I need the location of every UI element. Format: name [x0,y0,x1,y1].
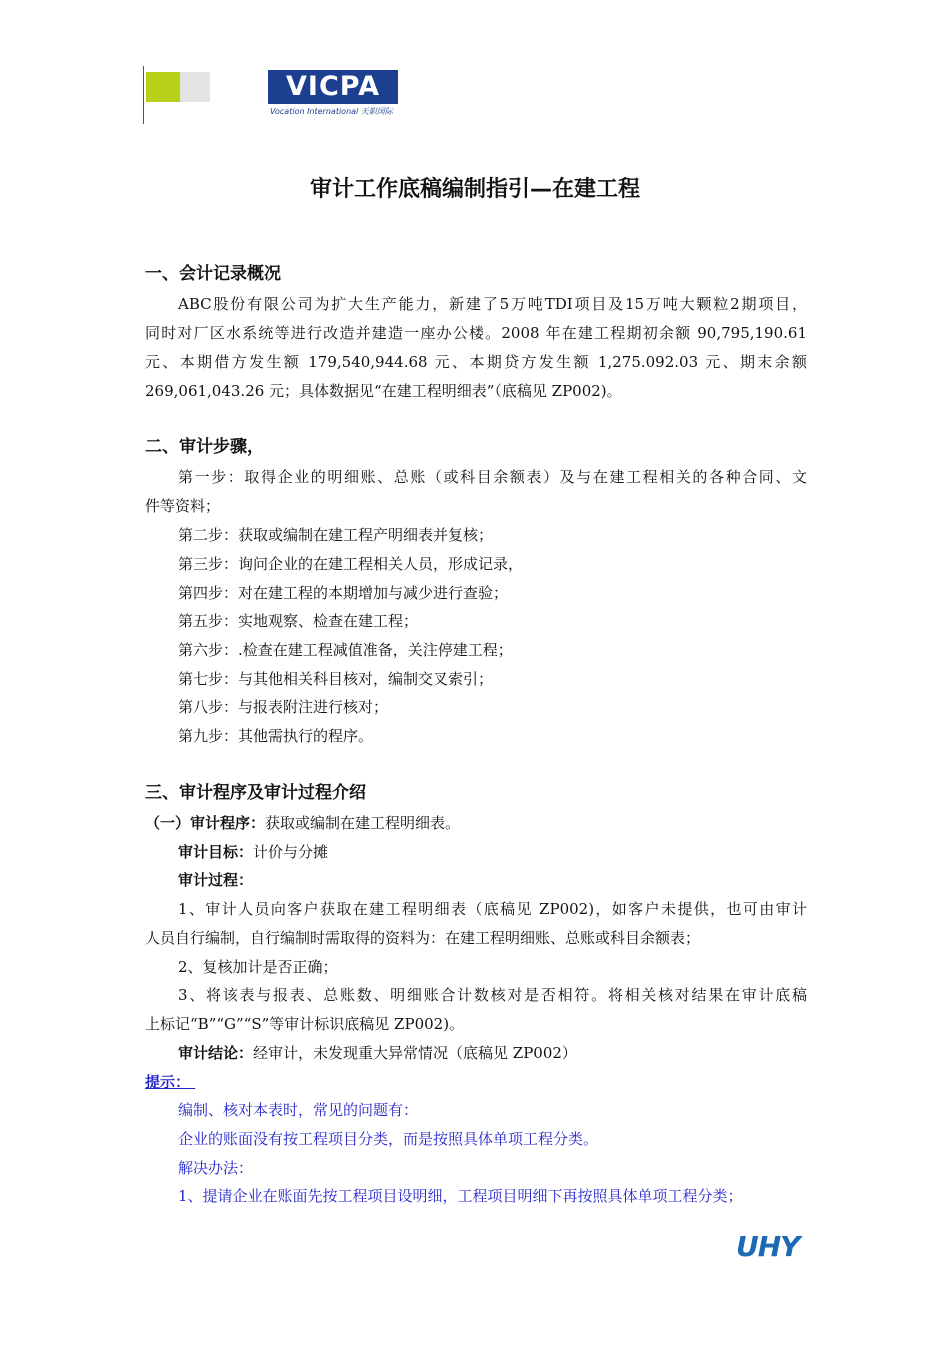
header-gray-block [180,72,210,102]
step-item: 第九步：其他需执行的程序。 [178,727,374,745]
tips-label: 提示： [145,1073,191,1091]
process-item-1-line: 人员自行编制，自行编制时需取得的资料为：在建工程明细账、总账或科目余额表； [145,929,701,947]
section-1-heading: 一、会计记录概况 [145,264,281,284]
audit-conclusion-text: 经审计，未发现重大异常情况（底稿见 ZP002） [253,1044,577,1062]
audit-conclusion-label: 审计结论： [178,1044,254,1062]
step-item: 第五步：实地观察、检查在建工程； [178,612,419,630]
audit-procedure-label: （一）审计程序： [145,814,266,832]
process-item-2: 2、复核加计是否正确； [178,958,338,976]
tips-line: 编制、核对本表时，常见的问题有： [178,1101,419,1119]
section-1-paragraph-line: 269,061,043.26 元；具体数据见“在建工程明细表”（底稿见 ZP002)。 [145,382,622,400]
document-title: 审计工作底稿编制指引—在建工程 [309,177,640,202]
section-1-paragraph-line: ABC股份有限公司为扩大生产能力，新建了5万吨TDI项目及15万吨大颗粒2期项目， [178,295,807,313]
step-item: 第六步：.检查在建工程减值准备，关注停建工程； [178,641,513,659]
vicpa-logo-subtitle: Vocation International 天职国际 [270,107,393,116]
audit-target-line [145,842,807,862]
step-1-line: 件等资料； [145,497,221,515]
header-green-block [146,72,180,102]
process-item-3-line: 上标记“B”“G”“S”等审计标识底稿见 ZP002)。 [145,1015,465,1033]
section-2-heading: 二、审计步骤， [145,437,264,457]
audit-conclusion-line [145,1043,807,1063]
tips-line: 1、提请企业在账面先按工程项目设明细，工程项目明细下再按照具体单项工程分类； [178,1187,743,1205]
header-divider-line [143,66,144,124]
process-item-3-line: 3、将该表与报表、总账数、明细账合计数核对是否相符。将相关核对结果在审计底稿 [178,986,807,1004]
vicpa-logo: VICPA [268,70,398,104]
section-1-paragraph-line: 同时对厂区水系统等进行改造并建造一座办公楼。2008 年在建工程期初余额 90,795,190.61 [145,324,807,342]
step-item: 第七步：与其他相关科目核对，编制交叉索引； [178,670,494,688]
step-1-line: 第一步：取得企业的明细账、总账（或科目余额表）及与在建工程相关的各种合同、文 [178,468,807,486]
audit-process-label: 审计过程： [178,871,254,889]
audit-target-label: 审计目标： [178,843,254,861]
step-item: 第四步：对在建工程的本期增加与减少进行查验； [178,584,509,602]
tips-line: 企业的账面没有按工程项目分类，而是按照具体单项工程分类。 [178,1130,599,1148]
step-item: 第三步：询问企业的在建工程相关人员，形成记录， [178,555,524,573]
tips-line: 解决办法： [178,1159,254,1177]
step-item: 第二步：获取或编制在建工程产明细表并复核； [178,526,494,544]
audit-target-text: 计价与分摊 [253,843,329,861]
audit-procedure-text: 获取或编制在建工程明细表。 [265,814,461,832]
section-1-paragraph-line: 元、本期借方发生额 179,540,944.68 元、本期贷方发生额 1,275.092.03 元、期末余额 [145,353,807,371]
process-item-1-line: 1、审计人员向客户获取在建工程明细表（底稿见 ZP002)，如客户未提供，也可由审计 [178,900,807,918]
section-3-heading: 三、审计程序及审计过程介绍 [145,783,366,803]
step-item: 第八步：与报表附注进行核对； [178,698,389,716]
audit-procedure-line [145,813,807,833]
uhy-logo: UHY [736,1230,800,1263]
